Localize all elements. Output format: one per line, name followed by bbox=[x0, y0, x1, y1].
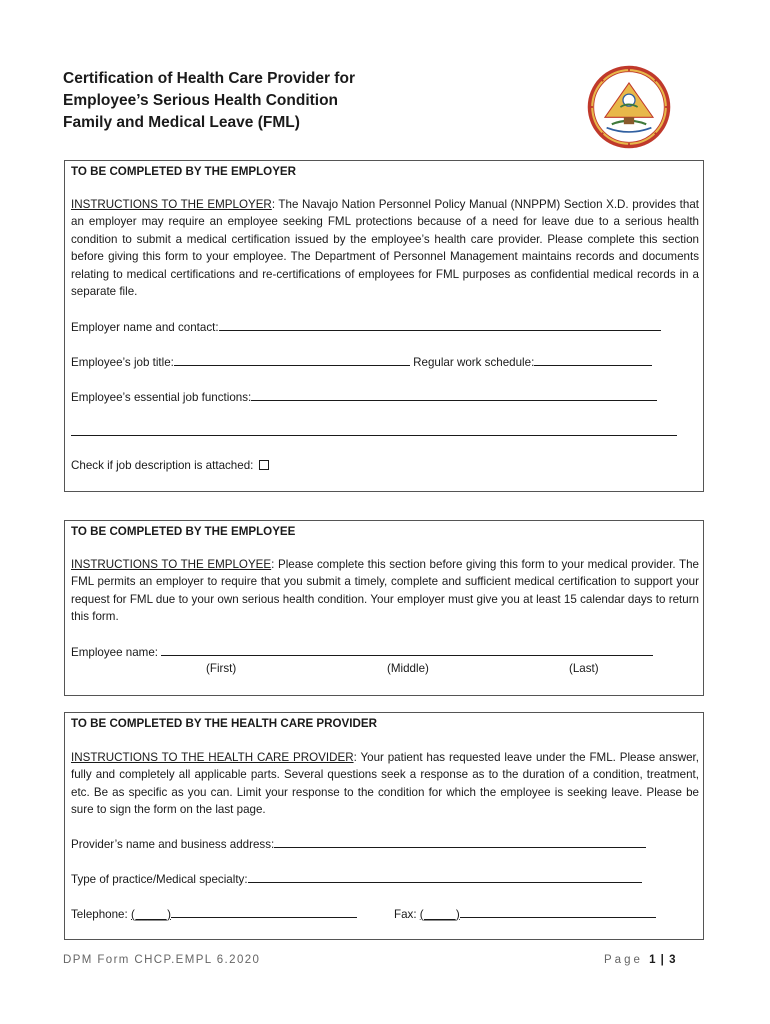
employee-name-input[interactable] bbox=[161, 643, 653, 656]
telephone-input[interactable] bbox=[171, 905, 357, 918]
work-schedule-input[interactable] bbox=[534, 353, 652, 366]
employee-instructions-label: INSTRUCTIONS TO THE EMPLOYEE bbox=[71, 558, 272, 571]
employer-name-label: Employer name and contact: bbox=[71, 321, 219, 334]
page-indicator bbox=[604, 954, 676, 966]
job-description-label: Check if job description is attached: bbox=[71, 459, 254, 472]
practice-input[interactable] bbox=[248, 870, 642, 883]
fax-input[interactable] bbox=[460, 905, 656, 918]
employer-instructions-label: INSTRUCTIONS TO THE EMPLOYER bbox=[71, 198, 272, 211]
job-title-field bbox=[71, 353, 652, 371]
last-name-caption: (Last) bbox=[569, 662, 599, 675]
employer-section bbox=[64, 160, 704, 492]
fax-field bbox=[394, 905, 656, 923]
middle-name-caption: (Middle) bbox=[387, 662, 429, 675]
employee-instructions-text: : Please complete this section before giving this form to your medical provider. The FML permits an employer to require that you submit a timely, complete and sufficient medical certification to support your request for FML due to your own serious health condition. Your employer must give you at least 15 calendar days to return this form. bbox=[71, 558, 699, 624]
form-title-line-2: Employee’s Serious Health Condition bbox=[63, 92, 339, 109]
telephone-field bbox=[71, 905, 357, 923]
provider-name-input[interactable] bbox=[274, 835, 646, 848]
essential-functions-input[interactable] bbox=[251, 388, 657, 401]
fax-label: Fax: bbox=[394, 908, 417, 921]
job-description-checkbox[interactable] bbox=[259, 460, 269, 470]
navajo-nation-seal-icon bbox=[586, 64, 672, 150]
essential-functions-label: Employee’s essential job functions: bbox=[71, 391, 252, 404]
provider-section-heading: TO BE COMPLETED BY THE HEALTH CARE PROVIDER bbox=[71, 717, 377, 730]
job-description-field bbox=[71, 457, 269, 474]
provider-instructions-label: INSTRUCTIONS TO THE HEALTH CARE PROVIDER bbox=[71, 751, 354, 764]
telephone-area-code[interactable]: (_____) bbox=[130, 908, 171, 921]
essential-functions-continuation bbox=[71, 423, 677, 441]
practice-field bbox=[71, 870, 642, 888]
provider-section bbox=[64, 712, 704, 940]
employer-instructions bbox=[71, 196, 699, 300]
employee-name-label: Employee name: bbox=[71, 646, 158, 659]
employer-instructions-text: : The Navajo Nation Personnel Policy Manual (NNPPM) Section X.D. provides that an employer may require an employee seeking FML protections because of a need for leave due to a serious health condition to submit a medical certification issued by the employee’s health care provider. Please complete this section before giving this form to your employee. The Department of Personnel Management maintains records and documents relating to medical certifications and re-certifications of employees for FML purposes as confidential medical records in a separate file. bbox=[71, 198, 699, 299]
provider-name-field bbox=[71, 835, 646, 853]
essential-functions-field bbox=[71, 388, 657, 406]
fax-area-code[interactable]: (_____) bbox=[419, 908, 460, 921]
practice-label: Type of practice/Medical specialty: bbox=[71, 873, 248, 886]
employee-section bbox=[64, 520, 704, 696]
form-id: DPM Form CHCP.EMPL 6.2020 bbox=[63, 954, 261, 966]
provider-name-label: Provider’s name and business address: bbox=[71, 838, 275, 851]
employer-section-heading: TO BE COMPLETED BY THE EMPLOYER bbox=[71, 165, 297, 178]
employer-name-field bbox=[71, 318, 661, 336]
work-schedule-label: Regular work schedule: bbox=[413, 356, 535, 369]
job-title-input[interactable] bbox=[174, 353, 410, 366]
employee-section-heading: TO BE COMPLETED BY THE EMPLOYEE bbox=[71, 525, 296, 538]
first-name-caption: (First) bbox=[206, 662, 237, 675]
employer-name-input[interactable] bbox=[219, 318, 661, 331]
provider-instructions-text: : Your patient has requested leave under the FML. Please answer, fully and completely all applicable parts. Several questions seek a response as to the duration of a condition, treatment, etc. Be as specific as you can. Limit your response to the condition for which the employee is seeking leave. Please be sure to sign the form on the last page. bbox=[71, 751, 699, 817]
page-number: 1 | 3 bbox=[649, 954, 677, 966]
employee-instructions bbox=[71, 556, 699, 626]
job-title-label: Employee’s job title: bbox=[71, 356, 174, 369]
form-title bbox=[63, 68, 503, 134]
form-title-line-3: Family and Medical Leave (FML) bbox=[63, 114, 300, 131]
employee-name-field bbox=[71, 643, 653, 661]
provider-instructions bbox=[71, 749, 699, 819]
telephone-label: Telephone: bbox=[71, 908, 128, 921]
page-word: Page bbox=[604, 954, 643, 966]
essential-functions-input-line-2[interactable] bbox=[71, 423, 677, 436]
form-title-line-1: Certification of Health Care Provider for bbox=[63, 70, 355, 87]
